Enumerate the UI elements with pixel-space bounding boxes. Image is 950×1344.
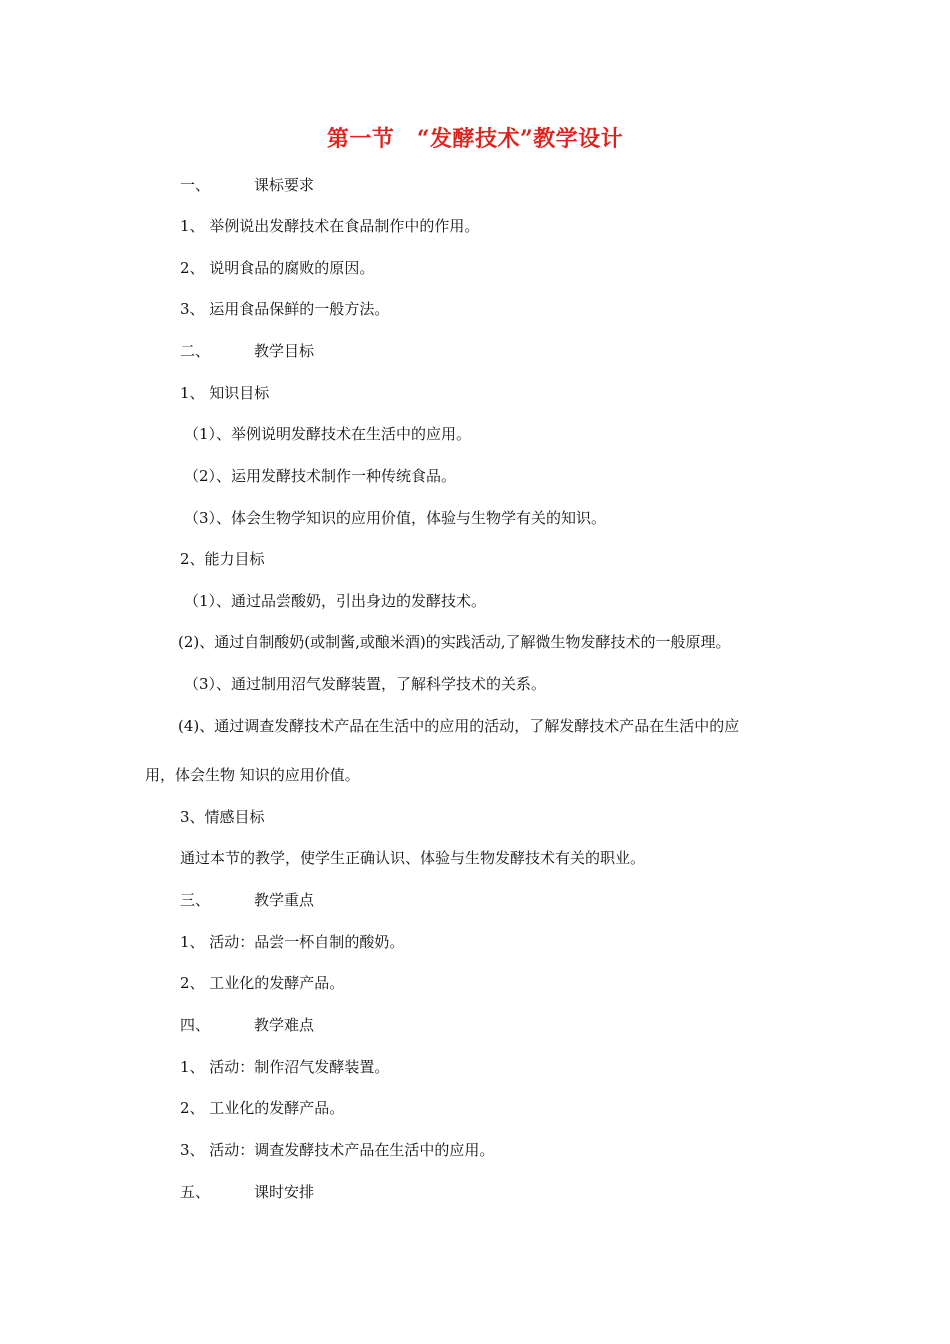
section-title: 课时安排 (254, 1183, 315, 1201)
section-heading-5 (180, 1182, 314, 1202)
knowledge-goal-item: （3）、体会生物学知识的应用价值，体验与生物学有关的知识。 (184, 509, 607, 527)
section-title: 教学难点 (254, 1016, 315, 1034)
difficulty-item: 1、 活动：制作沼气发酵装置。 (180, 1058, 390, 1076)
key-point-item: 2、 工业化的发酵产品。 (180, 974, 345, 992)
section-heading-2 (180, 341, 314, 361)
document-title: 第一节 “发酵技术”教学设计 (326, 126, 624, 152)
ability-goal-item: (4)、通过调查发酵技术产品在生活中的应用的活动，了解发酵技术产品在生活中的应 (178, 717, 740, 735)
section-number: 四、 (180, 1016, 211, 1034)
curriculum-item: 3、 运用食品保鲜的一般方法。 (180, 300, 390, 318)
section-title: 课标要求 (254, 176, 315, 194)
knowledge-goal-item: （1）、举例说明发酵技术在生活中的应用。 (184, 425, 472, 443)
section-heading-1 (180, 175, 314, 195)
section-title: 教学目标 (254, 342, 315, 360)
ability-goal-item-continued: 用，体会生物 知识的应用价值。 (145, 766, 360, 784)
curriculum-item: 1、 举例说出发酵技术在食品制作中的作用。 (180, 217, 480, 235)
ability-goal-item: (2)、通过自制酸奶(或制酱,或酿米酒)的实践活动,了解微生物发酵技术的一般原理。 (178, 633, 731, 651)
ability-goal-item: （3）、通过制用沼气发酵装置，了解科学技术的关系。 (184, 675, 547, 693)
ability-goal-item: （1）、通过品尝酸奶，引出身边的发酵技术。 (184, 592, 487, 610)
curriculum-item: 2、 说明食品的腐败的原因。 (180, 259, 375, 277)
section-number: 五、 (180, 1183, 211, 1201)
emotion-goal-heading: 3、情感目标 (180, 808, 265, 826)
key-point-item: 1、 活动：品尝一杯自制的酸奶。 (180, 933, 405, 951)
section-heading-3 (180, 890, 314, 910)
section-heading-4 (180, 1015, 314, 1035)
knowledge-goal-heading: 1、 知识目标 (180, 384, 270, 402)
knowledge-goal-item: （2）、运用发酵技术制作一种传统食品。 (184, 467, 457, 485)
section-title: 教学重点 (254, 891, 315, 909)
difficulty-item: 2、 工业化的发酵产品。 (180, 1099, 345, 1117)
difficulty-item: 3、 活动：调查发酵技术产品在生活中的应用。 (180, 1141, 495, 1159)
section-number: 一、 (180, 176, 211, 194)
emotion-goal-text: 通过本节的教学，使学生正确认识、体验与生物发酵技术有关的职业。 (180, 849, 646, 867)
section-number: 三、 (180, 891, 211, 909)
ability-goal-heading: 2、能力目标 (180, 550, 265, 568)
section-number: 二、 (180, 342, 211, 360)
